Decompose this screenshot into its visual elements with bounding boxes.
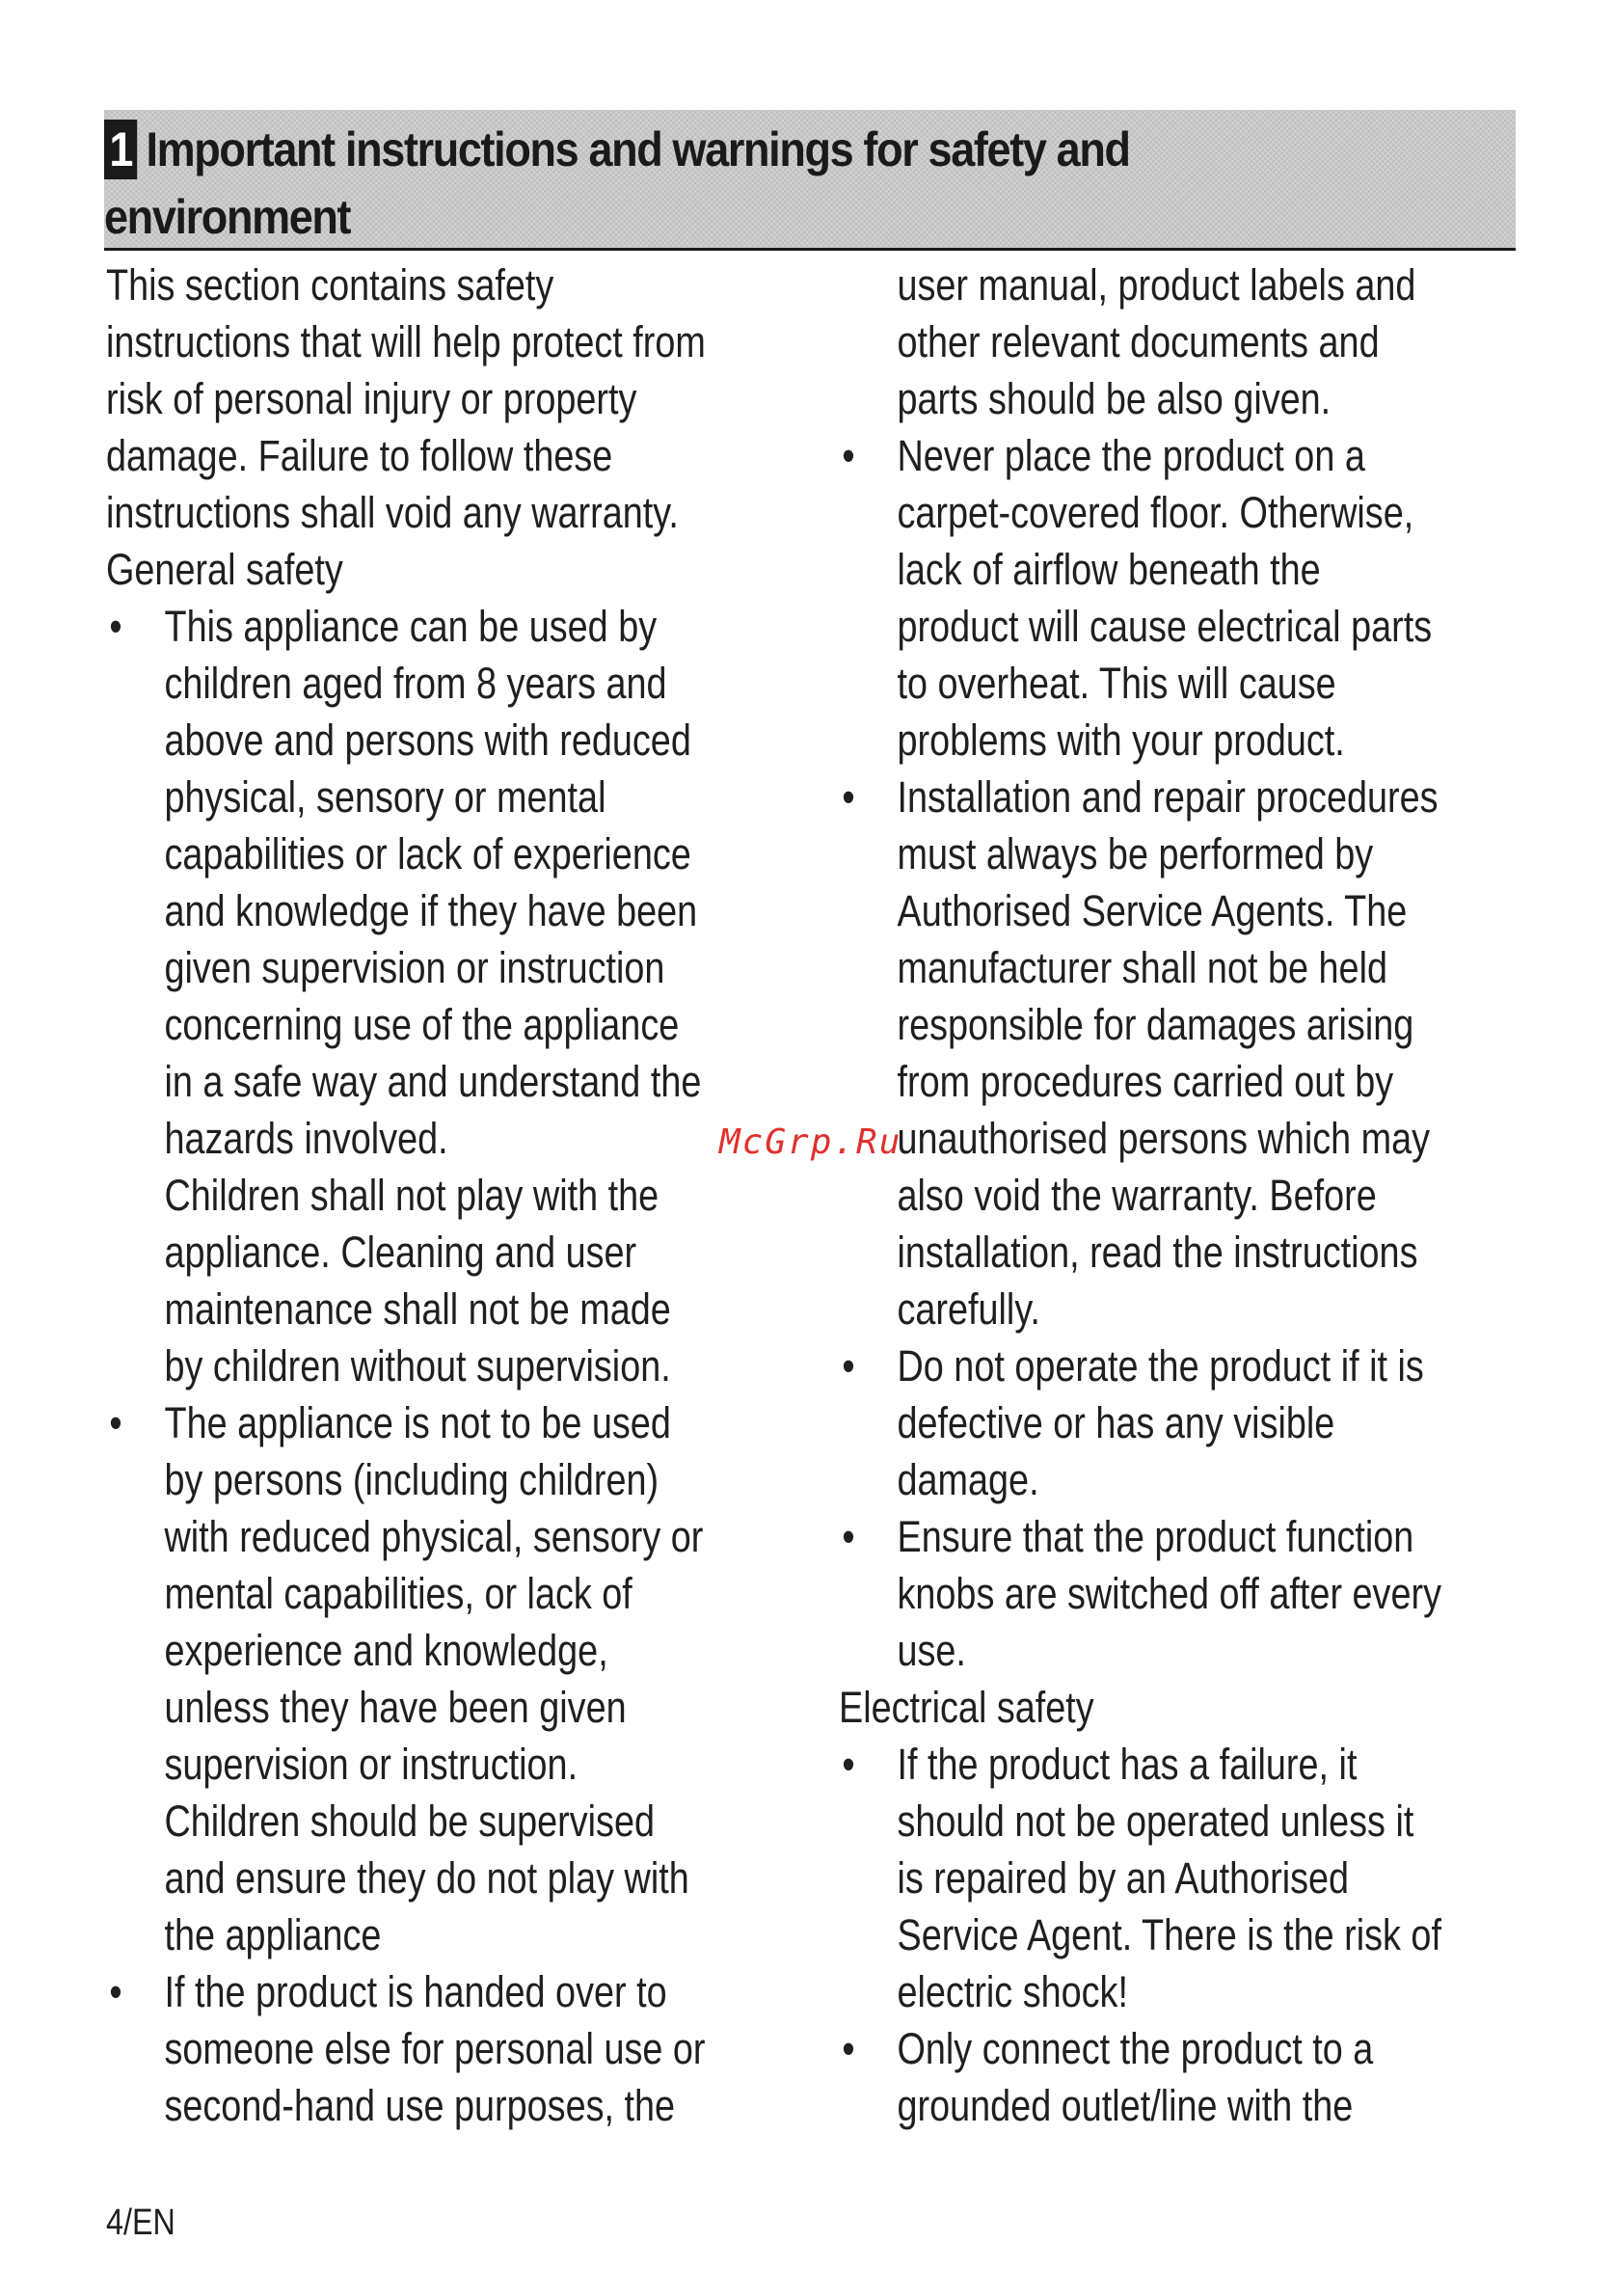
bullet-icon: • [109,1398,122,1447]
list-item: • The appliance is not to be used by persons (including children) with reduced physical, sensory or mental capabilities, or lack of experience and knowledge, unless they have been given supervision or instruction. Children should be supervised and ensure they do not play with the appliance [106,1394,820,1963]
electrical-safety-heading: Electrical safety [839,1683,1094,1732]
bullet-icon: • [842,1512,855,1561]
title-line-2: environment [104,190,351,244]
list-item: • If the product is handed over to someone else for personal use or second-hand use purposes, the [106,1963,820,2134]
chapter-number-badge: 1 [104,120,137,179]
general-safety-list-continued [839,257,1533,1679]
right-column [839,257,1533,2134]
list-item: • Only connect the product to a grounded outlet/line with the [839,2020,1533,2134]
bullet-icon: • [842,1740,855,1789]
bullet-icon: • [842,431,855,480]
bullet-icon: • [842,2024,855,2073]
bullet-icon: • [109,602,122,651]
list-item: • If the product has a failure, it should not be operated unless it is repaired by an Authorised Service Agent. There is the risk of electric shock! [839,1736,1533,2020]
list-item: • Never place the product on a carpet-covered floor. Otherwise, lack of airflow beneath the product will cause electrical parts to overheat. This will cause problems with your product. [839,427,1533,769]
list-item: user manual, product labels and other relevant documents and parts should be also given. [897,260,1416,423]
bullet-icon: • [842,772,855,822]
electrical-safety-list [839,1736,1533,2134]
section-title [104,116,1354,251]
left-column [106,257,820,2134]
page-number: 4/EN [106,2202,175,2243]
general-safety-heading: General safety [106,545,343,594]
list-item: • Ensure that the product function knobs are switched off after every use. [839,1508,1533,1679]
bullet-icon: • [109,1967,122,2016]
general-safety-list [106,598,820,2134]
watermark-text[interactable]: McGrp.Ru [719,1122,902,1162]
list-item: • Installation and repair procedures must always be performed by Authorised Service Agents. The manufacturer shall not be held responsible for damages arising from procedures carried out by unauthorised persons which may also void the warranty. Before installation, read the instructions carefully. [839,769,1533,1337]
bullet-icon: • [842,1341,855,1391]
intro-paragraph: This section contains safety instructions that will help protect from risk of personal injury or property damage. Failure to follow these instructions shall void any warranty. [106,260,706,537]
title-line-1: Important instructions and warnings for safety and [146,122,1130,176]
section-header [104,110,1516,251]
list-item: • Do not operate the product if it is defective or has any visible damage. [839,1337,1533,1508]
list-item: • This appliance can be used by children aged from 8 years and above and persons with reduced physical, sensory or mental capabilities or lack of experience and knowledge if they have been given supervision or instruction concerning use of the appliance in a safe way and understand the hazards involved. Children shall not play with the appliance. Cleaning and user maintenance shall not be made by children without supervision. [106,598,820,1394]
